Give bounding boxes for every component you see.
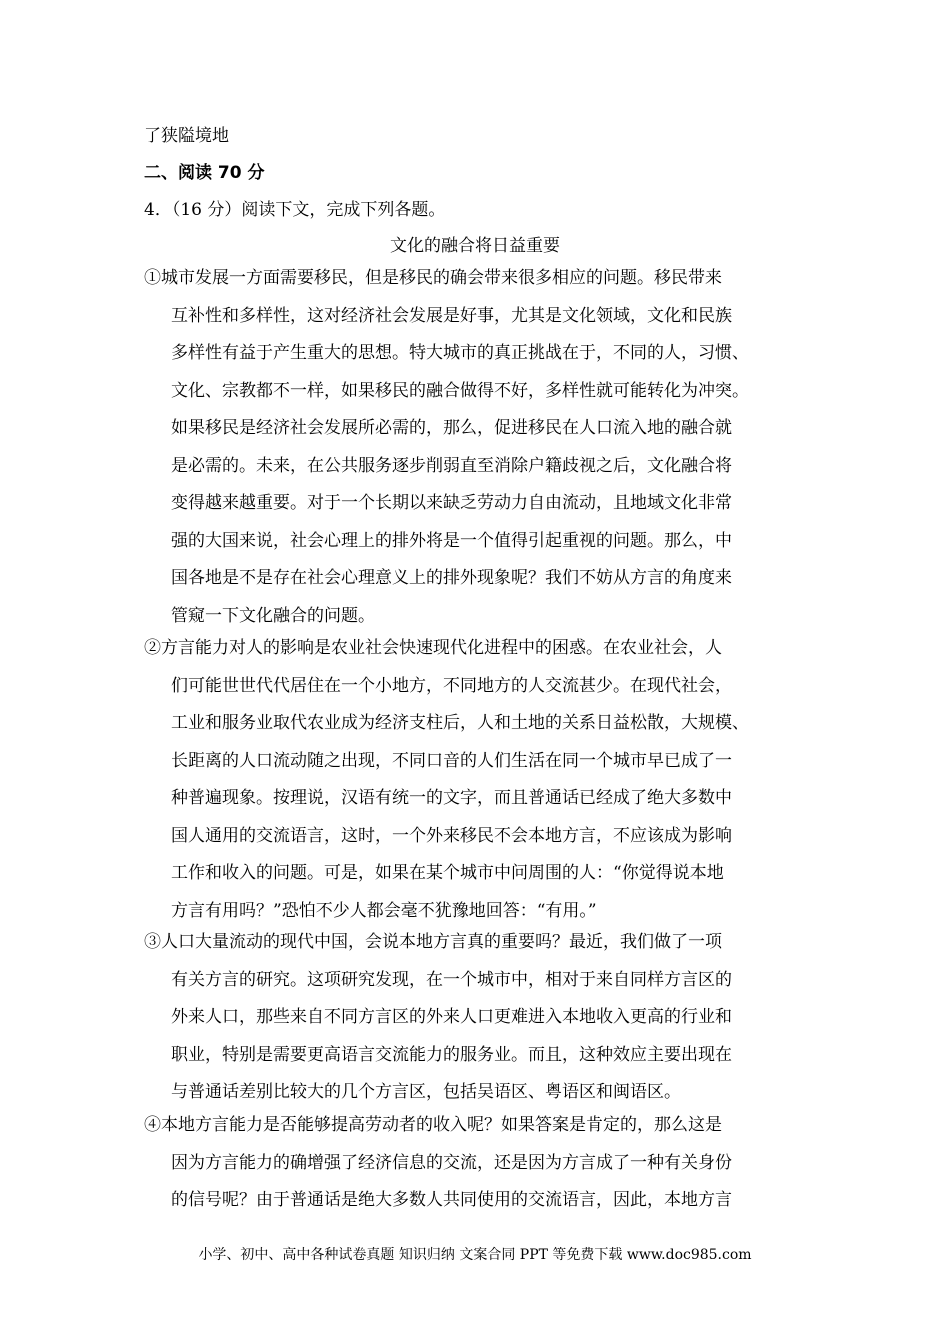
paragraph-line: ②方言能力对人的影响是农业社会快速现代化进程中的困惑。在农业社会，人 <box>144 638 722 658</box>
paragraph-line: 管窥一下文化融合的问题。 <box>171 605 375 626</box>
paragraph-line: ③人口大量流动的现代中国，会说本地方言真的重要吗？最近，我们做了一项 <box>144 932 722 952</box>
paragraph-line: 是必需的。未来，在公共服务逐步削弱直至消除户籍歧视之后，文化融合将 <box>171 455 732 476</box>
carry-over-line: 了狭隘境地 <box>144 126 229 146</box>
paragraph-line: 工作和收入的问题。可是，如果在某个城市中问周围的人：“你觉得说本地 <box>171 863 724 883</box>
article-paragraph-1 <box>144 260 824 635</box>
paragraph-line: ①城市发展一方面需要移民，但是移民的确会带来很多相应的问题。移民带来 <box>144 268 722 288</box>
paragraph-line: 与普通话差别比较大的几个方言区，包括吴语区、粤语区和闽语区。 <box>171 1082 681 1102</box>
paragraph-line: 变得越来越重要。对于一个长期以来缺乏劳动力自由流动，且地域文化非常 <box>171 493 732 513</box>
paragraph-line: 强的大国来说，社会心理上的排外将是一个值得引起重视的问题。那么，中 <box>171 530 732 551</box>
paragraph-line: 长距离的人口流动随之出现，不同口音的人们生活在同一个城市早已成了一 <box>171 750 732 771</box>
paragraph-line: ④本地方言能力是否能够提高劳动者的收入呢？如果答案是肯定的，那么这是 <box>144 1115 722 1135</box>
paragraph-line: 们可能世世代代居住在一个小地方，不同地方的人交流甚少。在现代社会， <box>171 675 732 696</box>
paragraph-line: 国人通用的交流语言，这时，一个外来移民不会本地方言，不应该成为影响 <box>171 825 732 846</box>
article-title: 文化的融合将日益重要 <box>390 236 560 256</box>
article-paragraph-4 <box>144 1107 824 1220</box>
paragraph-line: 种普遍现象。按理说，汉语有统一的文字，而且普通话已经成了绝大多数中 <box>171 788 732 808</box>
page-footer <box>0 1244 950 1264</box>
footer-text: 小学、初中、高中各种试卷真题 知识归纳 文案合同 PPT 等免费下载 www.doc985.com <box>198 1247 752 1263</box>
article-paragraph-2 <box>144 630 824 930</box>
paragraph-line: 职业，特别是需要更高语言交流能力的服务业。而且，这种效应主要出现在 <box>171 1044 732 1065</box>
paragraph-line: 如果移民是经济社会发展所必需的，那么，促进移民在人口流入地的融合就 <box>171 418 732 438</box>
paragraph-line: 的信号呢？由于普通话是绝大多数人共同使用的交流语言，因此，本地方言 <box>171 1190 732 1210</box>
paragraph-line: 因为方言能力的确增强了经济信息的交流，还是因为方言成了一种有关身份 <box>171 1152 732 1173</box>
paragraph-line: 外来人口，那些来自不同方言区的外来人口更难进入本地收入更高的行业和 <box>171 1007 732 1027</box>
paragraph-line: 互补性和多样性，这对经济社会发展是好事，尤其是文化领域，文化和民族 <box>171 305 732 326</box>
section-heading: 二、阅读 70 分 <box>144 163 265 183</box>
paragraph-line: 方言有用吗？”恐怕不少人都会毫不犹豫地回答：“有用。” <box>171 900 597 921</box>
article-paragraph-3 <box>144 924 824 1112</box>
paragraph-line: 国各地是不是存在社会心理意义上的排外现象呢？我们不妨从方言的角度来 <box>171 568 732 588</box>
paragraph-line: 工业和服务业取代农业成为经济支柱后，人和土地的关系日益松散，大规模、 <box>171 713 749 733</box>
paragraph-line: 有关方言的研究。这项研究发现，在一个城市中，相对于来自同样方言区的 <box>171 969 732 990</box>
paragraph-line: 文化、宗教都不一样，如果移民的融合做得不好，多样性就可能转化为冲突。 <box>171 380 749 401</box>
question-prompt: 4．（16 分）阅读下文，完成下列各题。 <box>144 200 446 220</box>
paragraph-line: 多样性有益于产生重大的思想。特大城市的真正挑战在于，不同的人，习惯、 <box>171 343 749 363</box>
